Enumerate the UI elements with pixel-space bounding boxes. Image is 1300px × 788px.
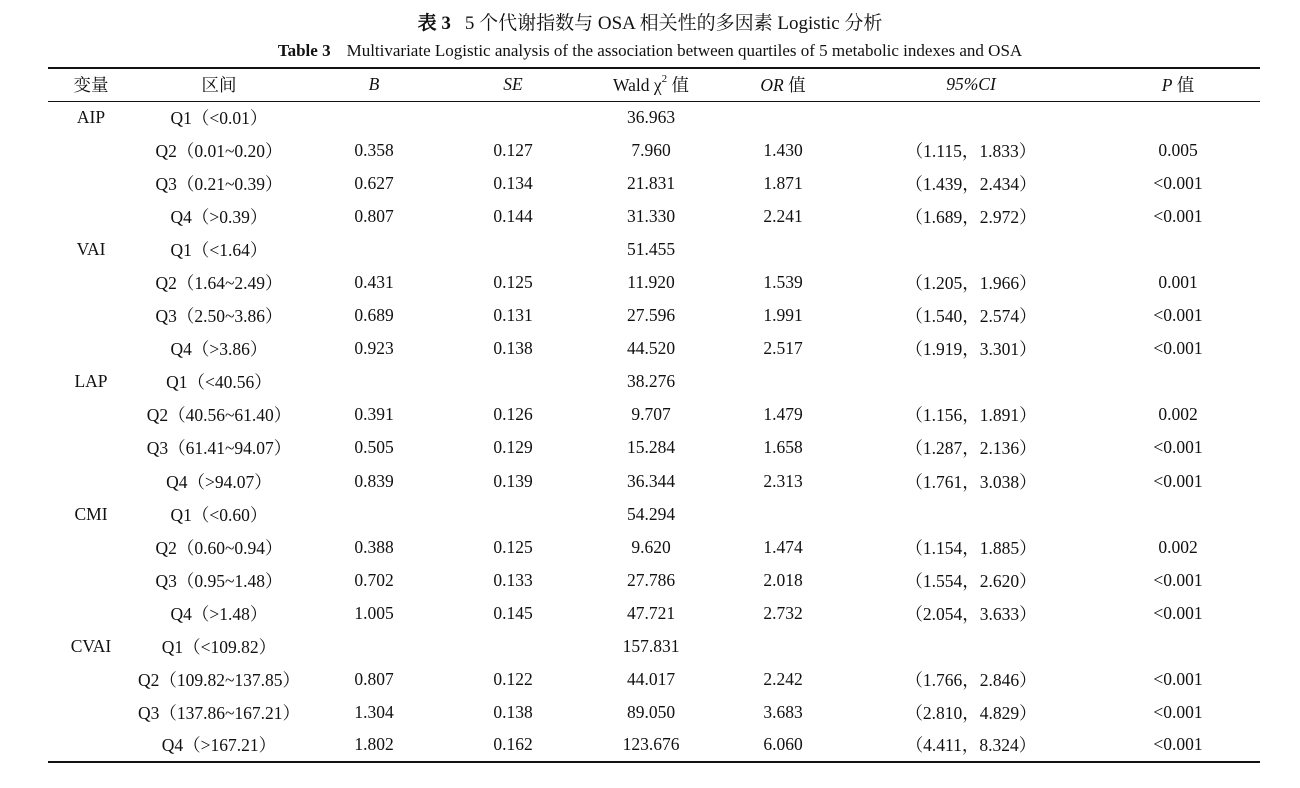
cell-wald: 7.960 [631,140,671,161]
table-row [48,431,1260,464]
cell-wald: 36.344 [626,470,676,491]
cell-se [444,233,582,266]
table-row [48,101,1260,134]
table-row [48,398,1260,431]
cell-p [1096,101,1260,134]
cell-variable: CVAI [70,635,112,656]
table-row [48,465,1260,498]
cell-or [720,630,846,663]
cell-wald: 51.455 [626,239,676,260]
table-row [48,630,1260,663]
cell-p: <0.001 [1153,668,1203,689]
cell-variable [48,597,134,630]
table-row [48,663,1260,696]
cell-ci: （1.766，2.846） [905,669,1037,690]
cell-wald: 123.676 [582,729,720,762]
cell-variable [48,266,134,299]
cell-variable [48,663,134,696]
cell-se: 0.144 [493,206,533,227]
cell-or: 2.242 [763,668,803,689]
cell-se [444,630,582,663]
cell-p: 0.002 [1158,536,1198,557]
cell-interval: Q4（>167.21） [134,729,304,762]
cell-interval: Q1（<1.64） [170,240,268,261]
cell-interval: Q2（109.82~137.85） [137,669,301,690]
cell-interval: Q1（<40.56） [166,372,272,393]
cell-se [444,101,582,134]
table-row [48,597,1260,630]
table-label-chinese: 表 3 [417,13,451,34]
cell-se: 0.162 [444,729,582,762]
cell-variable [48,200,134,233]
cell-interval: Q3（2.50~3.86） [155,306,283,327]
cell-p [1096,498,1260,531]
cell-se: 0.133 [493,569,533,590]
table-row [48,365,1260,398]
cell-ci [846,365,1096,398]
cell-ci: （2.054，3.633） [905,603,1037,624]
cell-p: 0.002 [1158,404,1198,425]
cell-b: 0.431 [354,272,394,293]
cell-interval: Q1（<0.01） [170,108,268,129]
cell-interval: Q2（1.64~2.49） [155,273,283,294]
table-title-chinese: 5 个代谢指数与 OSA 相关性的多因素 Logistic 分析 [464,13,883,34]
header-wald [582,68,720,101]
cell-interval: Q2（0.60~0.94） [155,537,283,558]
cell-or [720,233,846,266]
cell-b [304,365,444,398]
cell-variable [48,531,134,564]
cell-interval: Q2（0.01~0.20） [155,141,283,162]
cell-or: 1.658 [763,437,803,458]
cell-or: 1.430 [763,140,803,161]
cell-ci: （1.919，3.301） [905,339,1037,360]
cell-variable [48,729,134,762]
cell-interval: Q1（<109.82） [161,636,277,657]
header-p-suffix: 值 [1172,75,1195,96]
cell-interval: Q3（0.95~1.48） [155,570,283,591]
table-body [48,101,1260,762]
cell-or: 2.241 [763,206,803,227]
cell-b: 0.702 [354,569,394,590]
cell-b: 0.807 [354,206,394,227]
header-b: B [304,68,444,101]
cell-ci: （1.115，1.833） [905,141,1037,162]
cell-ci: （1.761，3.038） [905,471,1037,492]
cell-p [1096,233,1260,266]
cell-b [304,101,444,134]
cell-b: 1.304 [354,701,394,722]
cell-p: <0.001 [1153,701,1203,722]
cell-b: 1.005 [354,602,394,623]
table-row [48,696,1260,729]
cell-se: 0.138 [493,338,533,359]
cell-or: 1.991 [763,305,803,326]
header-wald-prefix: Wald χ [612,75,662,96]
cell-ci [846,630,1096,663]
table-row [48,299,1260,332]
cell-wald: 9.620 [631,536,671,557]
cell-variable [48,465,134,498]
cell-ci: （1.689，2.972） [905,207,1037,228]
cell-or [720,101,846,134]
cell-p: <0.001 [1153,602,1203,623]
cell-variable [48,696,134,729]
cell-variable: VAI [76,239,106,260]
header-ci: 95%CI [846,68,1096,101]
cell-or: 1.474 [763,536,803,557]
cell-se: 0.126 [493,404,533,425]
cell-wald: 27.596 [626,305,676,326]
cell-interval: Q3（137.86~167.21） [137,702,301,723]
cell-b: 0.923 [354,338,394,359]
cell-wald: 54.294 [626,503,676,524]
cell-wald: 38.276 [626,371,676,392]
cell-ci: （1.439，2.434） [905,174,1037,195]
cell-or: 1.539 [763,272,803,293]
cell-variable [48,134,134,167]
cell-ci: （4.411，8.324） [846,729,1096,762]
header-se: SE [444,68,582,101]
cell-variable [48,332,134,365]
cell-b: 0.391 [354,404,394,425]
table-row [48,564,1260,597]
cell-interval: Q4（>1.48） [170,603,268,624]
cell-wald: 21.831 [626,173,676,194]
cell-variable [48,564,134,597]
cell-interval: Q4（>3.86） [170,339,268,360]
cell-wald: 157.831 [622,635,680,656]
cell-or: 1.871 [763,173,803,194]
cell-se: 0.139 [493,470,533,491]
cell-ci [846,101,1096,134]
cell-se: 0.129 [493,437,533,458]
header-or-symbol: OR [760,75,784,96]
cell-ci [846,233,1096,266]
cell-ci: （1.205，1.966） [905,273,1037,294]
header-interval: 区间 [134,68,304,101]
cell-b [304,233,444,266]
cell-or: 2.313 [763,470,803,491]
header-wald-suffix: 值 [667,75,689,96]
cell-wald: 27.786 [626,569,676,590]
cell-b [304,630,444,663]
cell-b: 0.388 [354,536,394,557]
cell-interval: Q4（>94.07） [166,471,272,492]
cell-wald: 89.050 [626,701,676,722]
cell-variable: CMI [74,503,108,524]
table-label-english: Table 3 [277,41,331,60]
cell-wald: 44.520 [626,338,676,359]
cell-wald: 36.963 [626,107,676,128]
cell-p: <0.001 [1153,470,1203,491]
header-or-suffix: 值 [783,75,806,96]
cell-variable: AIP [76,107,106,128]
table-caption-chinese [0,12,1300,36]
cell-interval: Q3（61.41~94.07） [146,438,292,459]
cell-ci: （1.154，1.885） [905,537,1037,558]
cell-wald: 44.017 [626,668,676,689]
cell-se: 0.145 [493,602,533,623]
cell-b: 0.505 [354,437,394,458]
cell-p: <0.001 [1153,305,1203,326]
cell-b: 1.802 [304,729,444,762]
cell-interval: Q1（<0.60） [170,504,268,525]
cell-b: 0.627 [354,173,394,194]
table-row [48,498,1260,531]
cell-or: 6.060 [720,729,846,762]
cell-p: <0.001 [1153,569,1203,590]
cell-wald: 15.284 [626,437,676,458]
cell-p: <0.001 [1153,338,1203,359]
cell-se [444,365,582,398]
cell-wald: 47.721 [626,602,676,623]
table-row [48,134,1260,167]
table-row [48,233,1260,266]
cell-p [1096,630,1260,663]
cell-ci: （1.287，2.136） [905,438,1037,459]
cell-variable [48,398,134,431]
table-row [48,266,1260,299]
cell-ci: （1.540，2.574） [905,306,1037,327]
cell-wald: 9.707 [631,404,671,425]
table-title-english: Multivariate Logistic analysis of the association between quartiles of 5 metabolic indexes and OSA [346,41,1023,60]
cell-ci: （1.554，2.620） [905,570,1037,591]
cell-or: 2.018 [763,569,803,590]
cell-se: 0.127 [493,140,533,161]
cell-or: 3.683 [763,701,803,722]
cell-b: 0.807 [354,668,394,689]
results-table [48,67,1260,763]
table-row [48,729,1260,762]
table-row [48,332,1260,365]
cell-se: 0.134 [493,173,533,194]
cell-b: 0.839 [354,470,394,491]
cell-p: <0.001 [1153,437,1203,458]
cell-or: 2.732 [763,602,803,623]
cell-ci: （1.156，1.891） [905,405,1037,426]
cell-se [444,498,582,531]
cell-or [720,365,846,398]
cell-b: 0.358 [354,140,394,161]
table-row [48,200,1260,233]
header-variable: 变量 [48,68,134,101]
cell-variable: LAP [74,371,108,392]
cell-variable [48,431,134,464]
cell-interval: Q4（>0.39） [170,207,268,228]
cell-p: <0.001 [1096,729,1260,762]
cell-wald: 11.920 [627,272,675,293]
cell-b [304,498,444,531]
header-p-symbol: P [1161,75,1173,96]
cell-se: 0.125 [493,536,533,557]
cell-or [720,498,846,531]
cell-p [1096,365,1260,398]
header-wald-superscript: 2 [661,73,668,86]
cell-ci [846,498,1096,531]
cell-interval: Q3（0.21~0.39） [155,174,283,195]
table-header-row [48,68,1260,101]
cell-or: 1.479 [763,404,803,425]
cell-p: 0.005 [1158,140,1198,161]
cell-se: 0.138 [493,701,533,722]
cell-variable [48,299,134,332]
cell-se: 0.131 [493,305,533,326]
table-row [48,531,1260,564]
cell-p: 0.001 [1158,272,1198,293]
cell-p: <0.001 [1153,206,1203,227]
table-row [48,167,1260,200]
cell-interval: Q2（40.56~61.40） [146,405,292,426]
header-or [720,68,846,101]
cell-b: 0.689 [354,305,394,326]
cell-or: 2.517 [763,338,803,359]
cell-se: 0.122 [493,668,533,689]
cell-ci: （2.810，4.829） [905,702,1037,723]
cell-p: <0.001 [1153,173,1203,194]
header-p [1096,68,1260,101]
table-caption-english [0,40,1300,62]
cell-se: 0.125 [493,272,533,293]
cell-variable [48,167,134,200]
cell-wald: 31.330 [626,206,676,227]
